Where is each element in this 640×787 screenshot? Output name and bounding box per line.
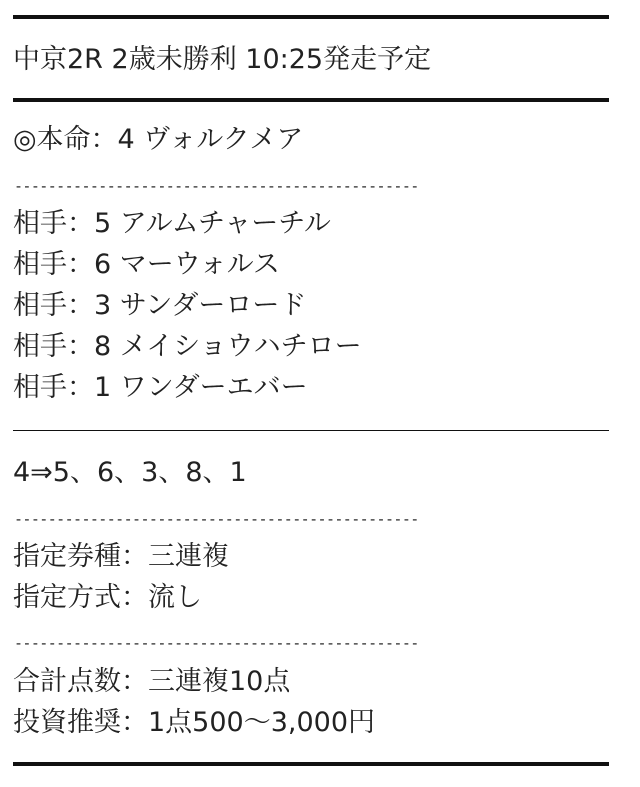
formation-line: 4⇒5、6、3、8、1 [13, 457, 247, 488]
partner-pick: 相手：8 メイショウハチロー [13, 331, 362, 362]
picks-divider [13, 430, 609, 431]
main-pick: ◎本命：4 ヴォルクメア [13, 124, 304, 155]
top-divider [13, 15, 609, 19]
title-divider [13, 98, 609, 102]
dashed-divider: ------------------------------------------------ [14, 634, 419, 652]
race-title: 中京2R 2歳未勝利 10:25発走予定 [13, 44, 432, 75]
total-points: 合計点数：三連複10点 [13, 666, 291, 697]
investment-recommendation: 投資推奨：1点500〜3,000円 [13, 707, 376, 738]
bet-type: 指定券種：三連複 [13, 541, 229, 572]
dashed-divider: ------------------------------------------------ [14, 177, 419, 195]
dashed-divider: ------------------------------------------------ [14, 510, 419, 528]
partner-pick: 相手：1 ワンダーエバー [13, 372, 308, 403]
bet-method: 指定方式：流し [13, 582, 202, 613]
partner-pick: 相手：3 サンダーロード [13, 290, 307, 321]
partner-pick: 相手：5 アルムチャーチル [13, 208, 331, 239]
bottom-divider [13, 762, 609, 766]
partner-pick: 相手：6 マーウォルス [13, 249, 280, 280]
